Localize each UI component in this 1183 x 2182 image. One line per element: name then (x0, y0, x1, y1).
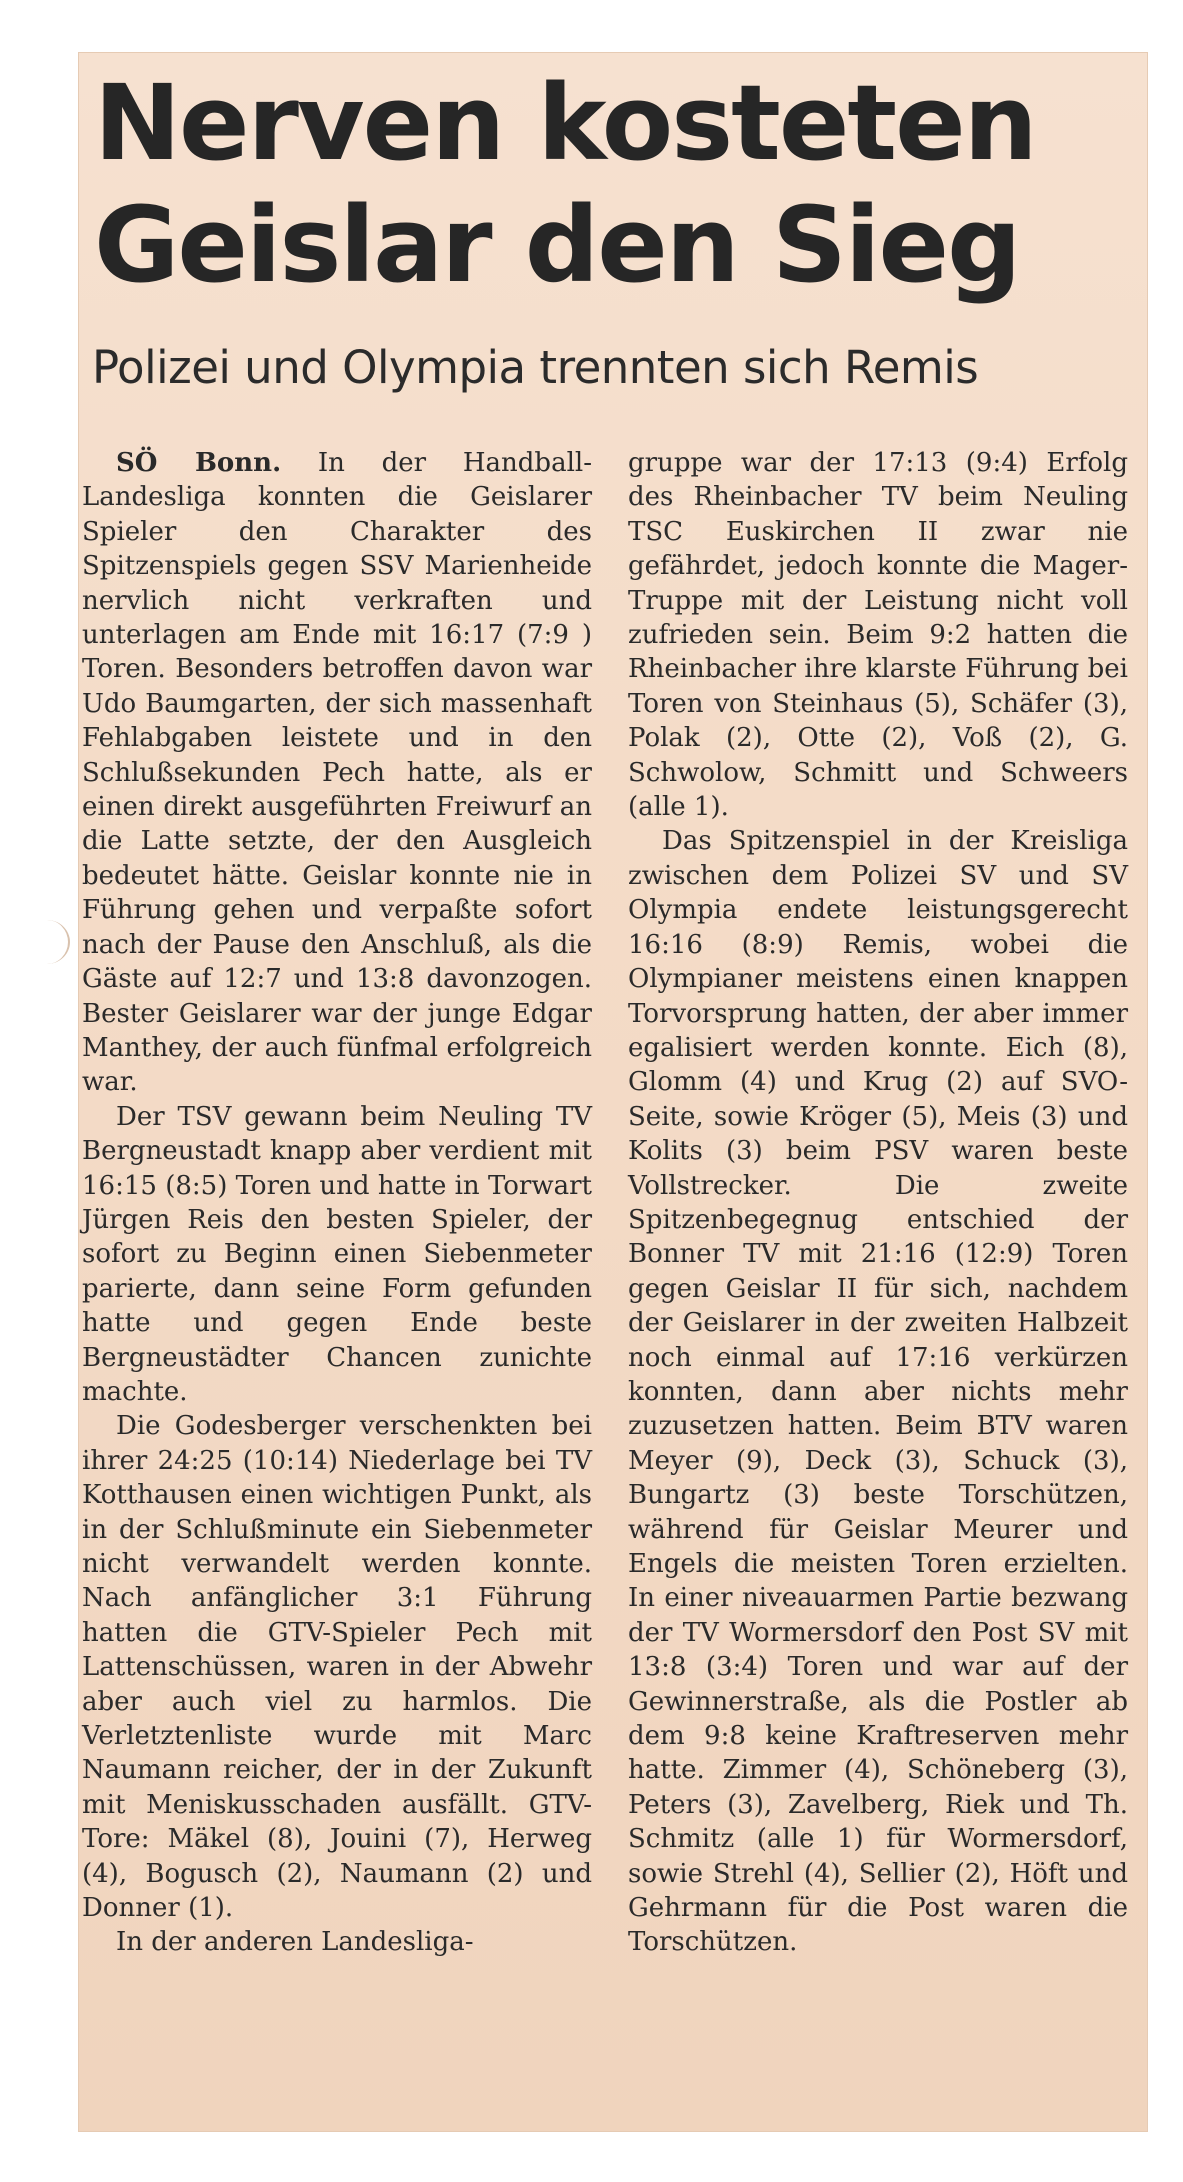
headline (94, 62, 1094, 306)
paragraph: Der TSV gewann beim Neuling TV Bergneustadt knapp aber verdient mit 16:15 (8:5) Toren und hatte in Torwart Jürgen Reis den besten Spieler, der sofort zu Beginn einen Siebenmeter parierte, dann seine Form gefunden hatte und gegen Ende beste Bergneustädter Chancen zunichte machte. (82, 1101, 592, 1407)
paragraph (82, 446, 592, 1100)
headline-line-1: Nerven kosteten (94, 62, 1036, 184)
paragraph: gruppe war der 17:13 (9:4) Erfolg des Rheinbacher TV beim Neuling TSC Euskirchen II zwar nie gefährdet, jedoch konnte die Mager-Truppe mit der Leistung nicht voll zufrieden sein. Beim 9:2 hatten die Rheinbacher ihre klarste Führung bei Toren von Steinhaus (5), Schäfer (3), Polak (2), Otte (2), Voß (2), G. Schwolow, Schmitt und Schweers (alle 1). (628, 448, 1128, 823)
paragraph: In der anderen Landesliga- (116, 1927, 474, 1958)
subheadline: Polizei und Olympia trennten sich Remis (92, 341, 979, 394)
article-column-right (628, 446, 1128, 2136)
headline-line-2: Geislar den Sieg (94, 184, 1020, 306)
paragraph-text: In der Handball-Landesliga konnten die Geislarer Spieler den Charakter des Spitzenspiels gegen SSV Marienheide nervlich nicht verkraften und unterlagen am Ende mit 16:17 (7:9 ) Toren. Besonders betroffen davon war Udo Baumgarten, der sich massenhaft Fehlabgaben leistete und in den Schlußsekunden Pech hatte, als er einen direkt ausgeführten Freiwurf an die Latte setzte, der den Ausgleich bedeutet hätte. Geislar konnte nie in Führung gehen und verpaßte sofort nach der Pause den Anschluß, als die Gäste auf 12:7 und 13:8 davonzogen. Bester Geislarer war der junge Edgar Manthey, der auch fünfmal erfolgreich war. (82, 448, 592, 1098)
paragraph: Die Godesberger verschenkten bei ihrer 24:25 (10:14) Niederlage bei TV Kotthausen einen wichtigen Punkt, als in der Schlußminute ein Siebenmeter nicht verwandelt werden konnte. Nach anfänglicher 3:1 Führung hatten die GTV-Spieler Pech mit Lattenschüssen, waren in der Abwehr aber auch viel zu harmlos. Die Verletztenliste wurde mit Marc Naumann reicher, der in der Zukunft mit Meniskusschaden ausfällt. GTV-Tore: Mäkel (8), Jouini (7), Herweg (4), Bogusch (2), Naumann (2) und Donner (1). (82, 1411, 592, 1924)
dateline: SÖ Bonn. (116, 448, 282, 478)
paragraph: Das Spitzenspiel in der Kreisliga zwischen dem Polizei SV und SV Olympia endete leistungsgerecht 16:16 (8:9) Remis, wobei die Olympianer meistens einen knappen Torvorsprung hatten, der aber immer egalisiert werden konnte. Eich (8), Glomm (4) und Krug (2) auf SVO-Seite, sowie Kröger (5), Meis (3) und Kolits (3) beim PSV waren beste Vollstrecker. Die zweite Spitzenbegegnug entschied der Bonner TV mit 21:16 (12:9) Toren gegen Geislar II für sich, nachdem der Geislarer in der zweiten Halbzeit noch einmal auf 17:16 verkürzen konnten, dann aber nichts mehr zuzusetzen hatten. Beim BTV waren Meyer (9), Deck (3), Schuck (3), Bungartz (3) beste Torschützen, während für Geislar Meurer und Engels die meisten Toren erzielten. In einer niveauarmen Partie bezwang der TV Wormersdorf den Post SV mit 13:8 (3:4) Toren und war auf der Gewinnerstraße, als die Postler ab dem 9:8 keine Kraftreserven mehr hatte. Zimmer (4), Schöneberg (3), Peters (3), Zavelberg, Riek und Th. Schmitz (alle 1) für Wormersdorf, sowie Strehl (4), Sellier (2), Höft und Gehrmann für die Post waren die Torschützen. (628, 826, 1128, 1958)
punch-hole (24, 920, 70, 964)
article-column-left (82, 446, 592, 2136)
